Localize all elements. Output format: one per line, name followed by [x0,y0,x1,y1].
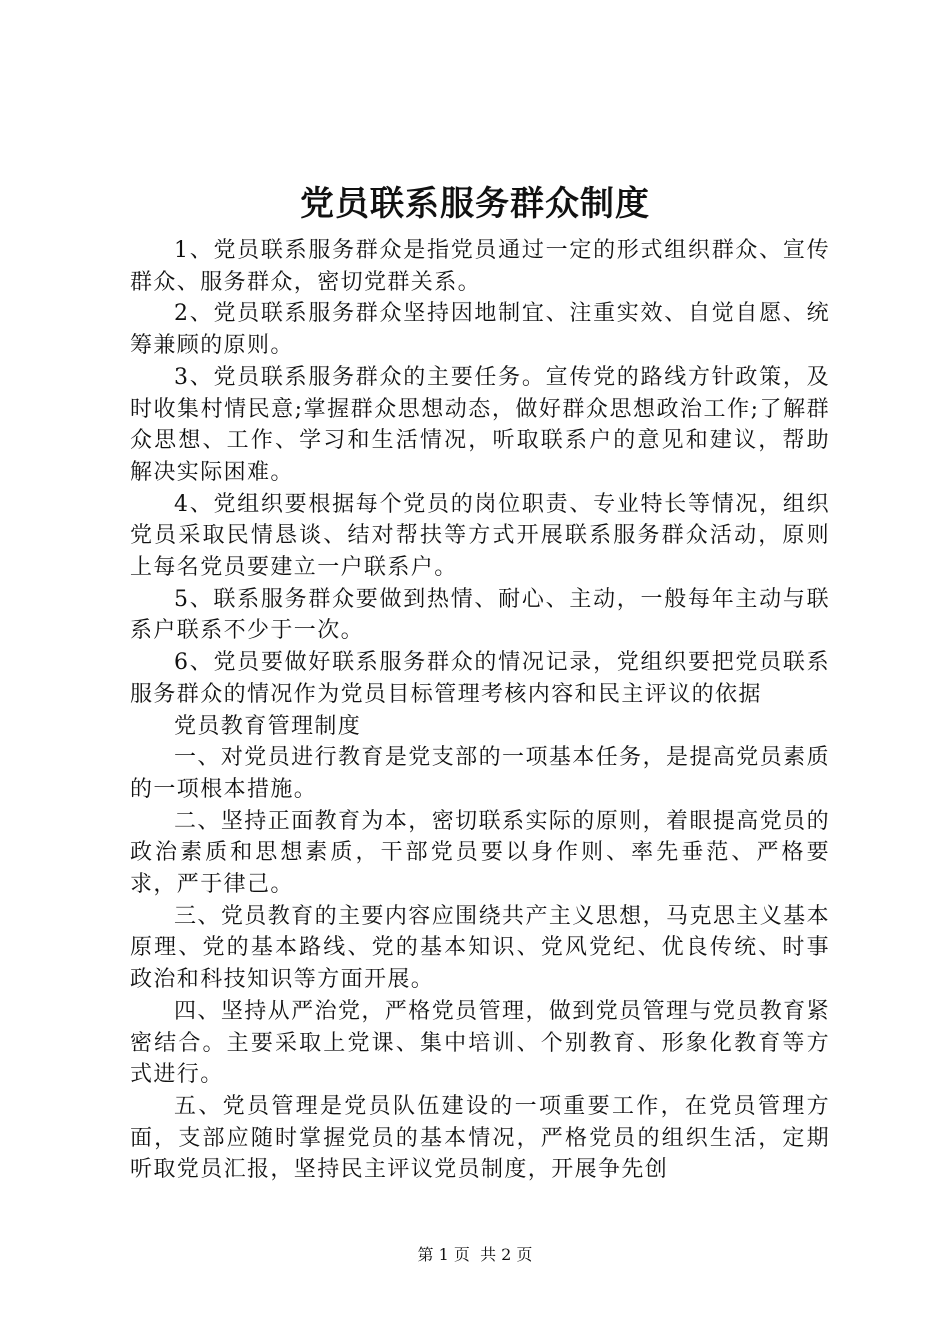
paragraph-7: 一、对党员进行教育是党支部的一项基本任务，是提高党员素质的一项根本措施。 [130,745,830,802]
paragraph-10: 四、坚持从严治党，严格党员管理，做到党员管理与党员教育紧密结合。主要采取上党课、集中培训、个别教育、形象化教育等方式进行。 [130,998,830,1088]
paragraph-5: 5、联系服务群众要做到热情、耐心、主动，一般每年主动与联系户联系不少于一次。 [130,586,830,644]
paragraph-8: 二、坚持正面教育为本，密切联系实际的原则，着眼提高党员的政治素质和思想素质，干部党员要以身作则、率先垂范、严格要求，严于律己。 [130,808,830,898]
document-body [130,235,830,1186]
paragraph-9: 三、党员教育的主要内容应围绕共产主义思想，马克思主义基本原理、党的基本路线、党的基本知识、党风党纪、优良传统、时事政治和科技知识等方面开展。 [130,903,830,993]
paragraph-6: 6、党员要做好联系服务群众的情况记录，党组织要把党员联系服务群众的情况作为党员目标管理考核内容和民主评议的依据 [130,650,830,707]
paragraph-2: 2、党员联系服务群众坚持因地制宜、注重实效、自觉自愿、统筹兼顾的原则。 [130,301,830,359]
paragraph-11: 五、党员管理是党员队伍建设的一项重要工作，在党员管理方面，支部应随时掌握党员的基本情况，严格党员的组织生活，定期听取党员汇报，坚持民主评议党员制度，开展争先创 [130,1093,830,1183]
paragraph-3: 3、党员联系服务群众的主要任务。宣传党的路线方针政策，及时收集村情民意;掌握群众思想动态，做好群众思想政治工作;了解群众思想、工作、学习和生活情况，听取联系户的意见和建议，帮助解决实际困难。 [130,364,830,485]
section-heading: 党员教育管理制度 [174,713,362,739]
document-title: 党员联系服务群众制度 [300,184,650,224]
paragraph-1: 1、党员联系服务群众是指党员通过一定的形式组织群众、宣传群众、服务群众，密切党群关系。 [130,238,830,295]
paragraph-4: 4、党组织要根据每个党员的岗位职责、专业特长等情况，组织党员采取民情恳谈、结对帮扶等方式开展联系服务群众活动，原则上每名党员要建立一户联系户。 [130,491,830,581]
page-number-footer: 第 1 页 共 2 页 [417,1245,533,1264]
